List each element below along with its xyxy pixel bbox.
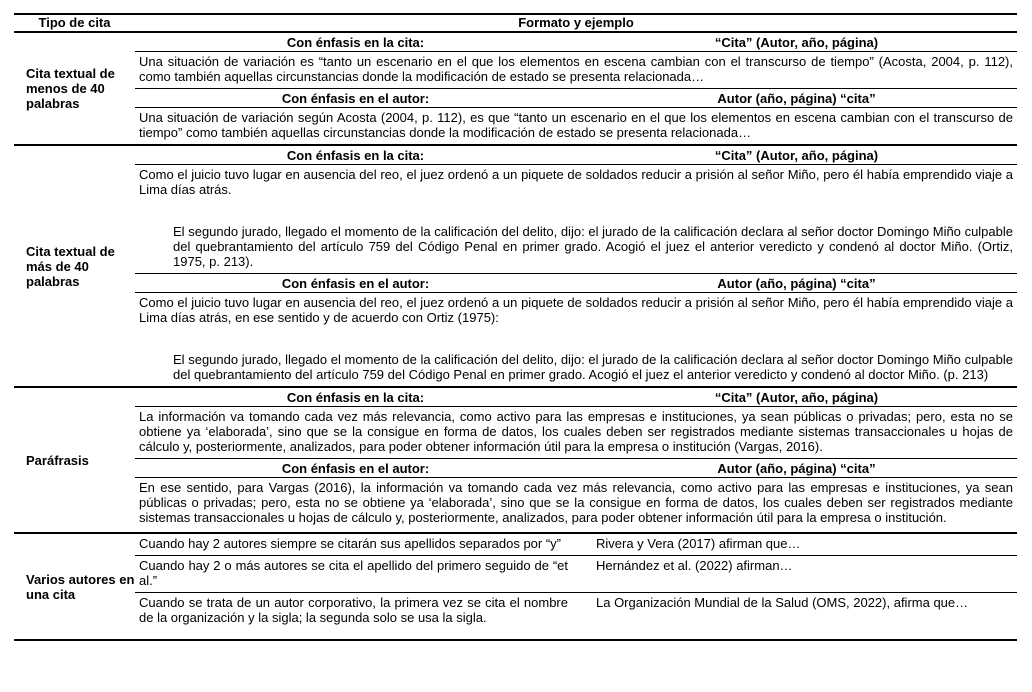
citation-format-table <box>14 13 1017 641</box>
format-pattern: “Cita” (Autor, año, página) <box>714 390 879 405</box>
example-paragraph: En ese sentido, para Vargas (2016), la información va tomando cada vez más relevancia, como activo para las empresas e instituciones, ya sean públicas o privadas; pero, esta no se obtiene ya ‘elaborada’, sino que se la consigue en forma de datos, los cuales deben ser registrados mediante sistemas transaccionales u hojas de cálculo y, posteriormente, analizados, para poder obtener información útil para la empresa o institución. <box>139 480 1013 525</box>
section-label-text: Cita textual de menos de 40 palabras <box>26 66 115 111</box>
example-block <box>135 165 1017 274</box>
section-varios-autores <box>14 534 1017 639</box>
example-block <box>135 293 1017 386</box>
emphasis-label: Con énfasis en el autor: <box>281 276 430 291</box>
author-rule-row <box>135 556 1017 593</box>
format-pattern: Autor (año, página) “cita” <box>717 91 876 106</box>
header-formato-y-ejemplo: Formato y ejemplo <box>518 15 634 30</box>
section-body <box>135 33 1017 144</box>
emphasis-label: Con énfasis en la cita: <box>286 390 425 405</box>
emphasis-subheader <box>135 388 1017 407</box>
rule-example: La Organización Mundial de la Salud (OMS, 2022), afirma que… <box>596 595 969 610</box>
section-label-text: Cita textual de más de 40 palabras <box>26 243 115 289</box>
emphasis-subheader <box>135 146 1017 165</box>
section-label <box>14 388 135 532</box>
author-rule-row <box>135 534 1017 556</box>
example-paragraph: La información va tomando cada vez más relevancia, como activo para las empresas e instituciones, ya sean públicas o privadas; pero, esta no se obtiene ya ‘elaborada’, sino que se la consigue en forma de datos, los cuales deben ser registrados mediante sistemas transaccionales u hojas de cálculo y, posteriormente, analizados, para poder obtener información útil para la empresa o institución (Vargas, 2016). <box>139 409 1013 454</box>
example-paragraph: Como el juicio tuvo lugar en ausencia del reo, el juez ordenó a un piquete de soldados reducir a prisión al señor Miño, pero él había emprendido viaje a Lima días atrás, en ese sentido y de acuerdo con Ortiz (1975): <box>139 295 1013 325</box>
example-block <box>135 478 1017 532</box>
block-quote: El segundo jurado, llegado el momento de la calificación del delito, dijo: el jurado de la calificación declara al señor doctor Domingo Miño culpable del quebrantamiento del artículo 759 del Código Penal en primer grado. Acogió el juez el anterior veredicto y condenó al doctor Miño. (Ortiz, 1975, p. 213). <box>173 224 1013 269</box>
section-label-text: Varios autores en una cita <box>26 571 135 602</box>
emphasis-subheader <box>135 33 1017 52</box>
example-paragraph: Una situación de variación es “tanto un escenario en el que los elementos en escena cambian con el transcurso de tiempo” (Acosta, 2004, p. 112), como también aquellas circunstancias donde la modificación de estado se presenta relacionada… <box>139 54 1013 84</box>
section-label <box>14 33 135 144</box>
emphasis-label: Con énfasis en el autor: <box>281 461 430 476</box>
section-body <box>135 388 1017 532</box>
emphasis-subheader <box>135 274 1017 293</box>
example-block <box>135 52 1017 89</box>
format-pattern: Autor (año, página) “cita” <box>717 276 876 291</box>
block-quote: El segundo jurado, llegado el momento de la calificación del delito, dijo: el jurado de la calificación declara al señor doctor Domingo Miño culpable del quebrantamiento del artículo 759 del Código Penal en primer grado. Acogió el juez el anterior veredicto y condenó al doctor Miño. (p. 213) <box>173 352 1013 382</box>
example-block <box>135 407 1017 459</box>
rule-example: Rivera y Vera (2017) afirman que… <box>596 536 801 551</box>
emphasis-subheader <box>135 89 1017 108</box>
format-pattern: Autor (año, página) “cita” <box>717 461 876 476</box>
emphasis-label: Con énfasis en la cita: <box>286 35 425 50</box>
example-paragraph: Una situación de variación según Acosta (2004, p. 112), es que “tanto un escenario en el que los elementos en escena cambian con el transcurso de tiempo” como también aquellas circunstancias donde la modificación de estado se presenta relacionada… <box>139 110 1013 140</box>
format-pattern: “Cita” (Autor, año, página) <box>714 148 879 163</box>
emphasis-label: Con énfasis en el autor: <box>281 91 430 106</box>
table-header-row <box>14 15 1017 33</box>
section-cita-mas-40 <box>14 146 1017 388</box>
author-rule-row <box>135 593 1017 639</box>
section-label <box>14 534 135 639</box>
rule-description: Cuando se trata de un autor corporativo, la primera vez se cita el nombre de la organización y la sigla; la segunda solo se usa la sigla. <box>139 595 568 625</box>
section-body <box>135 534 1017 639</box>
rule-example: Hernández et al. (2022) afirman… <box>596 558 793 573</box>
section-parafrasis <box>14 388 1017 534</box>
example-paragraph: Como el juicio tuvo lugar en ausencia del reo, el juez ordenó a un piquete de soldados reducir a prisión al señor Miño, pero él había emprendido viaje a Lima días atrás. <box>139 167 1013 197</box>
example-block <box>135 108 1017 144</box>
header-tipo-de-cita: Tipo de cita <box>38 15 111 30</box>
rule-description: Cuando hay 2 o más autores se cita el apellido del primero seguido de “et al.” <box>139 558 568 588</box>
section-label-text: Paráfrasis <box>26 452 89 468</box>
section-label <box>14 146 135 386</box>
format-pattern: “Cita” (Autor, año, página) <box>714 35 879 50</box>
rule-description: Cuando hay 2 autores siempre se citarán sus apellidos separados por “y” <box>139 536 562 551</box>
section-body <box>135 146 1017 386</box>
emphasis-label: Con énfasis en la cita: <box>286 148 425 163</box>
section-cita-menos-40 <box>14 33 1017 146</box>
emphasis-subheader <box>135 459 1017 478</box>
